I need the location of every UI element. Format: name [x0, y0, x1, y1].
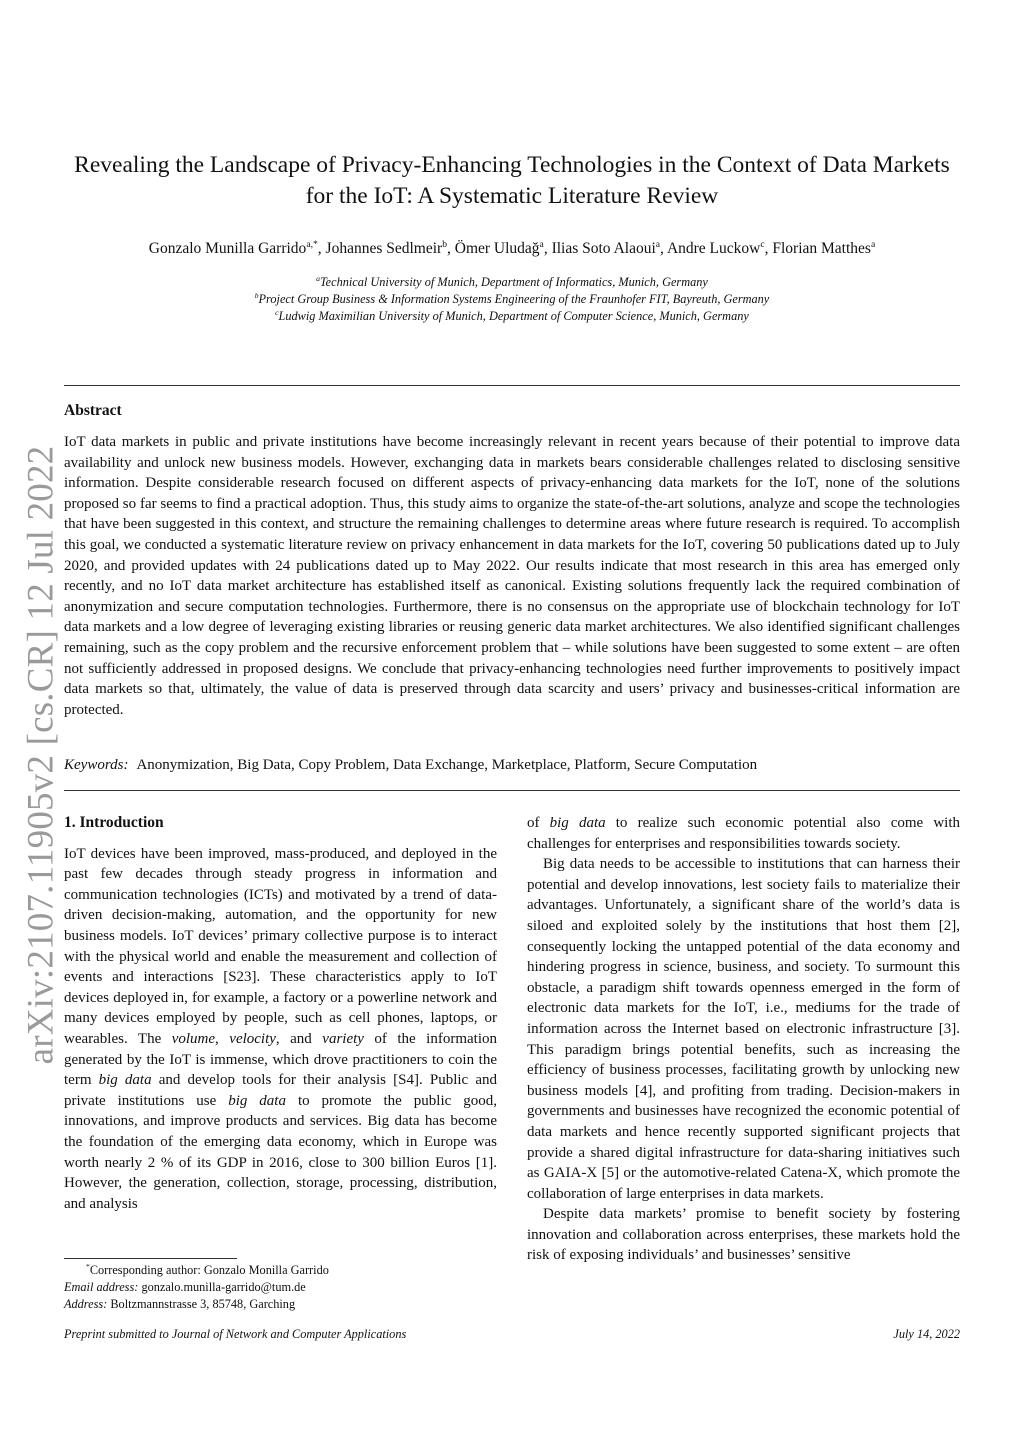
footer-journal: Preprint submitted to Journal of Network and Computer Applications	[64, 1327, 407, 1341]
section-heading: 1. Introduction	[64, 814, 164, 831]
left-column	[64, 813, 497, 1214]
author-affil-mark: a	[539, 238, 544, 250]
top-rule	[64, 385, 960, 386]
author-list: Gonzalo Munilla Garrido$^{a,*}$, Johannes Sedlmeir$^b$, Ömer Uludağ$^a$, Ilias Soto Alaoui$^a$, Andre Luckow$^c$, Florian Matthes$^a$	[148, 238, 876, 257]
emphasis-text: big data	[98, 1072, 152, 1089]
intro-paragraph: Despite data markets’ promise to benefit society by fostering innovation and collaboration across enterprises, these markets hold the risk of exposing individuals’ and businesses’ sensitive	[527, 1206, 960, 1264]
author-name: Gonzalo Munilla Garrido	[148, 240, 307, 257]
affiliation-text: Ludwig Maximilian University of Munich, Department of Computer Science, Munich, Germany	[278, 309, 749, 323]
corresponding-footnote	[64, 1262, 497, 1279]
author-name: Ilias Soto Alaoui	[551, 240, 656, 257]
emphasis-text: variety	[322, 1030, 364, 1047]
author-name: Ömer Uludağ	[454, 240, 540, 257]
corresponding-text: Corresponding author: Gonzalo Monilla Garrido	[89, 1263, 329, 1277]
author-affil-mark: b	[442, 238, 447, 250]
keywords-list: Anonymization, Big Data, Copy Problem, Data Exchange, Marketplace, Platform, Secure Computation	[136, 757, 758, 773]
affiliation-text: Technical University of Munich, Department of Informatics, Munich, Germany	[319, 275, 708, 289]
intro-paragraph: of big data to realize such economic potential also come with challenges for enterprises and responsibilities towards society.	[527, 815, 960, 852]
intro-paragraph: Big data needs to be accessible to institutions that can harness their potential and develop innovations, lest society fails to materialize their advantages. Unfortunately, a significant share of the world’s data is siloed and exploited solely by the institutions that host them [2], consequently locking the untapped potential of the data economy and hindering progress in science, business, and society. To surmount this obstacle, a paradigm shift towards openness emerged in the form of electronic data markets for the IoT, i.e., mediums for the trade of information across the Internet based on electronic infrastructure [3]. This paradigm brings potential benefits, such as increasing the efficiency of business processes, facilitating growth by unlocking new business models [4], and profiting from trading. Decision-makers in governments and businesses have recognized the economic potential of data markets and hence recently supported significant projects that provide a shared digital infrastructure for data-sharing initiatives such as GAIA-X [5] or the automotive-related Catena-X, which promote the collaboration of large enterprises in data markets.	[527, 856, 960, 1202]
address-footnote	[64, 1296, 497, 1313]
author-affil-mark: c	[760, 238, 765, 250]
emphasis-text: velocity	[229, 1030, 276, 1047]
abstract-text: IoT data markets in public and private institutions have become increasingly relevant in recent years because of their potential to improve data availability and unlock new business models. However, exchanging data in markets bears considerable challenges related to disclosing sensitive information. Despite considerable research focused on different aspects of privacy-enhancing data markets for the IoT, none of the solutions proposed so far seems to find a practical adoption. Thus, this study aims to organize the state-of-the-art solutions, analyze and scope the technologies that have been suggested in this context, and structure the remaining challenges to determine areas where future research is required. To accomplish this goal, we conducted a systematic literature review on privacy enhancement in data markets for the IoT, covering 50 publications dated up to July 2020, and provided updates with 24 publications dated up to May 2022. Our results indicate that most research in this area has emerged only recently, and no IoT data market architecture has established itself as canonical. Existing solutions frequently lack the required combination of anonymization and secure computation technologies. Furthermore, there is no consensus on the appropriate use of blockchain technology for IoT data markets and a low degree of leveraging existing libraries or reusing generic data market architectures. We also identified significant challenges remaining, such as the copy problem and the recursive enforcement problem that – while solutions have been suggested to some extent – are often not sufficiently addressed in proposed designs. We conclude that privacy-enhancing technologies need further improvements to positively impact data markets so that, ultimately, the value of data is preserved through data scarcity and users’ privacy and businesses-critical information are protected.	[64, 434, 960, 718]
keywords-label: Keywords:	[64, 757, 129, 773]
affiliation-line	[64, 274, 960, 291]
footnotes	[64, 1262, 497, 1312]
author-affil-mark: a,*	[306, 238, 318, 250]
affiliation-text: Project Group Business & Information Systems Engineering of the Fraunhofer FIT, Bayreuth, Germany	[258, 292, 770, 306]
emphasis-text: big data	[549, 815, 606, 831]
address-label: Address:	[64, 1296, 108, 1311]
address-value: Boltzmannstrasse 3, 85748, Garching	[110, 1296, 296, 1311]
email-value: gonzalo.munilla-garrido@tum.de	[141, 1279, 306, 1294]
author-affil-mark: a	[870, 238, 876, 250]
author-affil-mark: a	[655, 238, 661, 250]
affiliation-line	[64, 291, 960, 308]
abstract-heading: Abstract	[64, 402, 122, 419]
right-column	[527, 813, 960, 1266]
affiliation-mark: a	[316, 273, 320, 283]
intro-paragraph: IoT devices have been improved, mass-produced, and deployed in the past few decades through steady progress in information and communication technologies (ICTs) and motivated by a trend of data-driven decision-making, automation, and the opportunity for new business models. IoT devices’ primary collective purpose is to interact with the physical world and enable the measurement and collection of events and interactions [S23]. These characteristics apply to IoT devices deployed in, for example, a factory or a powerline network and many devices employed by people, such as cell phones, laptops, or wearables. The volume, velocity, and variety of the information generated by the IoT is immense, which drove practitioners to coin the term big data and develop tools for their analysis [S4]. Public and private institutions use big data to promote the public good, innovations, and improve products and services. Big data has become the foundation of the emerging data economy, which in Europe was worth nearly 2 % of its GDP in 2016, close to 300 billion Euros [1]. However, the generation, collection, storage, processing, distribution, and analysis	[64, 845, 497, 1212]
footnote-rule	[64, 1258, 237, 1259]
arxiv-id: arXiv:2107.11905v2 [cs.CR] 12 Jul 2022	[20, 445, 62, 1065]
author-name: Johannes Sedlmeir	[325, 240, 443, 257]
keywords	[64, 755, 960, 775]
paper-title: Revealing the Landscape of Privacy-Enhancing Technologies in the Context of Data Markets for the IoT: A Systematic Literature Review	[74, 152, 950, 209]
arxiv-stamp	[20, 445, 62, 1065]
email-label: Email address:	[64, 1279, 139, 1294]
footnote-mark: *	[86, 1261, 90, 1271]
affiliation-mark: c	[275, 307, 279, 317]
emphasis-text: big data	[228, 1092, 286, 1109]
page-footer	[64, 1327, 960, 1342]
affiliation-line	[64, 308, 960, 325]
affiliation-mark: b	[254, 290, 259, 300]
emphasis-text: volume	[171, 1030, 216, 1047]
email-footnote	[64, 1279, 497, 1296]
footer-date: July 14, 2022	[893, 1327, 960, 1341]
author-name: Andre Luckow	[666, 240, 761, 257]
affiliations	[64, 274, 960, 325]
keywords-rule	[64, 790, 960, 791]
author-name: Florian Matthes	[772, 240, 871, 257]
